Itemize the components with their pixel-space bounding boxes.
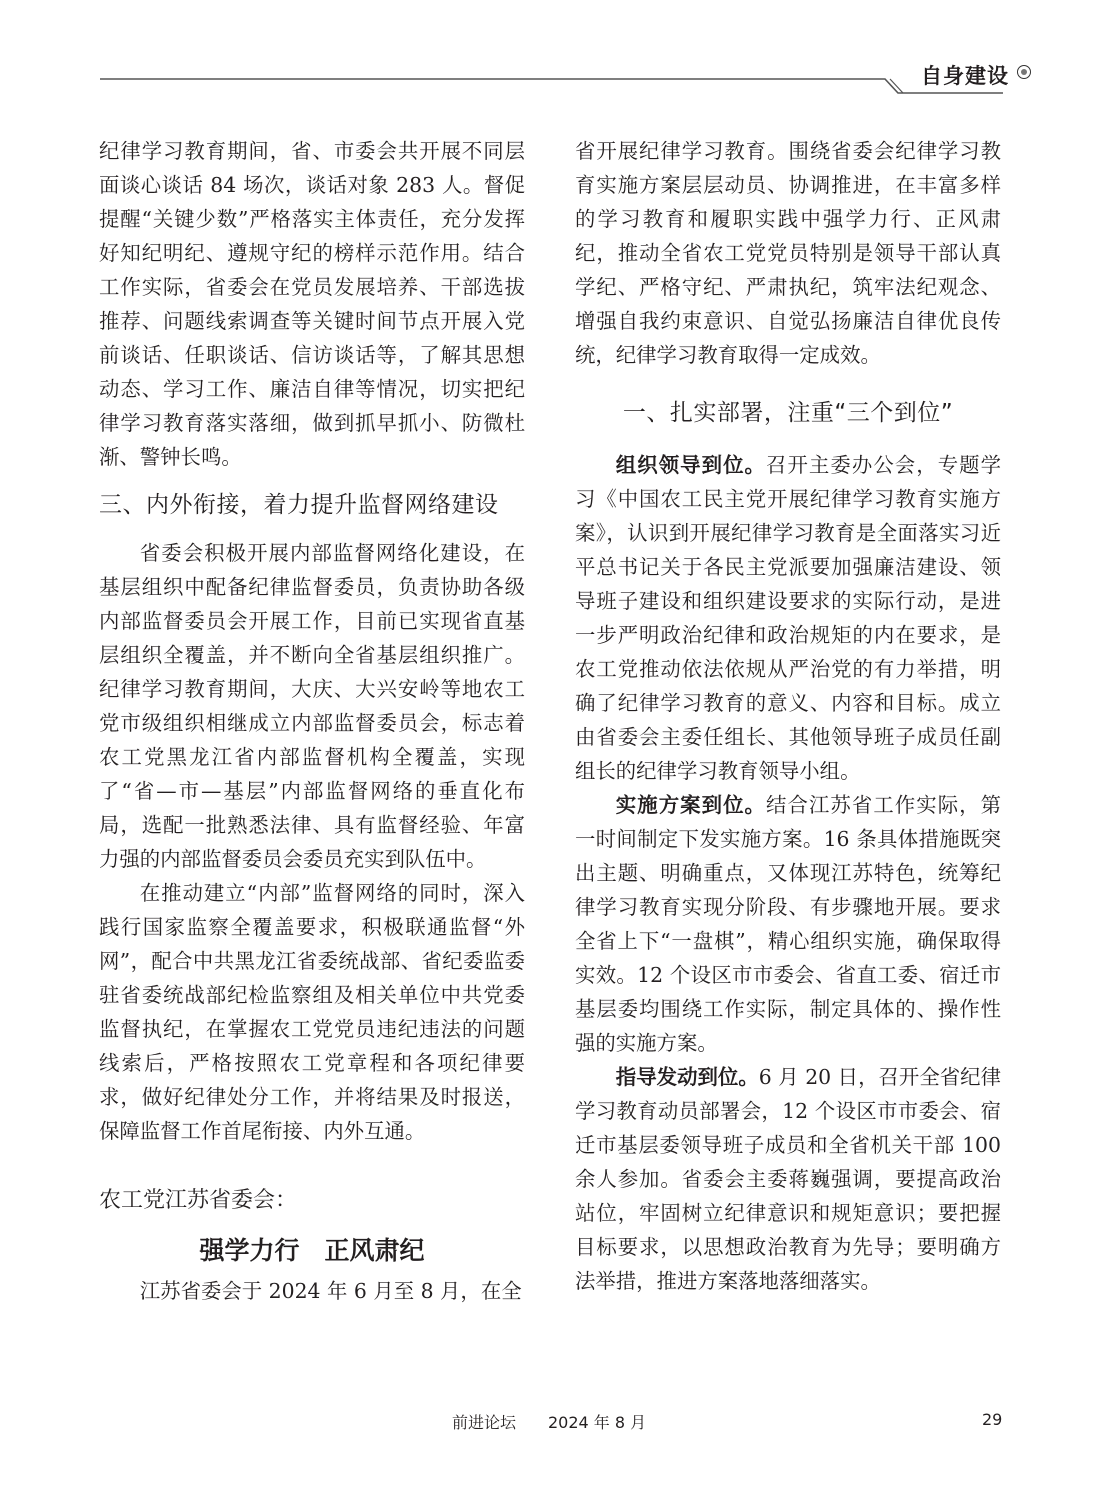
paragraph-organization-leadership xyxy=(575,448,1001,788)
section-label: 自身建设 xyxy=(921,63,1009,88)
right-column xyxy=(575,134,1001,1298)
organization-heading: 农工党江苏省委会： xyxy=(99,1188,298,1213)
paragraph: 江苏省委会于 2024 年 6 月至 8 月，在全 xyxy=(139,1279,522,1303)
paragraph: 省委会积极开展内部监督网络化建设，在基层组织中配备纪律监督委员，负责协助各级内部监督委员会开展工作，目前已实现省直基层组织全覆盖，并不断向全省基层组织推广。纪律学习教育期间，大庆、大兴安岭等地农工党市级组织相继成立内部监督委员会，标志着农工党黑龙江省内部监督机构全覆盖，实现了“省—市—基层”内部监督网络的垂直化布局，选配一批熟悉法律、具有监督经验、年富力强的内部监督委员会委员充实到队伍中。 xyxy=(99,541,525,871)
target-icon xyxy=(1017,65,1031,79)
lead-phrase: 指导发动到位。 xyxy=(615,1065,759,1089)
left-column xyxy=(99,134,525,1308)
paragraph: 省开展纪律学习教育。围绕省委会纪律学习教育实施方案层层动员、协调推进，在丰富多样的学习教育和履职实践中强学力行、正风肃纪，推动全省农工党党员特别是领导干部认真学纪、严格守纪、严肃执纪，筑牢法纪观念、增强自我约束意识、自觉弘扬廉洁自律优良传统，纪律学习教育取得一定成效。 xyxy=(575,139,1001,367)
article-title: 强学力行 正风肃纪 xyxy=(199,1236,425,1265)
paragraph-guidance-mobilization xyxy=(575,1060,1001,1298)
page-number: 29 xyxy=(982,1410,1003,1429)
magazine-name: 前进论坛 xyxy=(452,1413,517,1432)
issue-date: 2024 年 8 月 xyxy=(548,1413,647,1432)
paragraph-text: 6 月 20 日，召开全省纪律学习教育动员部署会，12 个设区市市委会、宿迁市基层委领导班子成员和全省机关干部 100 余人参加。省委会主委蒋巍强调，要提高政治站位，牢固树立纪律意识和规矩意识；要把握目标要求，以思想政治教育为先导；要明确方法举措，推进方案落地落细落实。 xyxy=(575,1065,1001,1293)
paragraph: 在推动建立“内部”监督网络的同时，深入践行国家监察全覆盖要求，积极联通监督“外网”，配合中共黑龙江省委统战部、省纪委监委驻省委统战部纪检监察组及相关单位中共党委监督执纪，在掌握农工党党员违纪违法的问题线索后，严格按照农工党章程和各项纪律要求，做好纪律处分工作，并将结果及时报送，保障监督工作首尾衔接、内外互通。 xyxy=(99,881,525,1143)
paragraph-implementation-plan xyxy=(575,788,1001,1060)
lead-phrase: 组织领导到位。 xyxy=(615,453,767,477)
paragraph: 纪律学习教育期间，省、市委会共开展不同层面谈心谈话 84 场次，谈话对象 283 人。督促提醒“关键少数”严格落实主体责任，充分发挥好知纪明纪、遵规守纪的榜样示范作用。结合工作实际，省委会在党员发展培养、干部选拔推荐、问题线索调查等关键时间节点开展入党前谈话、任职谈话、信访谈话等，了解其思想动态、学习工作、廉洁自律等情况，切实把纪律学习教育落实落细，做到抓早抓小、防微杜渐、警钟长鸣。 xyxy=(99,139,525,469)
section-heading-1: 一、扎实部署，注重“三个到位” xyxy=(622,400,954,426)
lead-phrase: 实施方案到位。 xyxy=(615,793,767,817)
paragraph-text: 结合江苏省工作实际，第一时间制定下发实施方案。16 条具体措施既突出主题、明确重点，又体现江苏特色，统筹纪律学习教育实现分阶段、有步骤地开展。要求全省上下“一盘棋”，精心组织实施，确保取得实效。12 个设区市市委会、省直工委、宿迁市基层委均围绕工作实际，制定具体的、操作性强的实施方案。 xyxy=(575,793,1002,1055)
section-heading-3: 三、内外衔接，着力提升监督网络建设 xyxy=(99,492,499,518)
paragraph-text: 召开主委办公会，专题学习《中国农工民主党开展纪律学习教育实施方案》，认识到开展纪律学习教育是全面落实习近平总书记关于各民主党派要加强廉洁建设、领导班子建设和组织建设要求的实际行动，是进一步严明政治纪律和政治规矩的内在要求，是农工党推动依法依规从严治党的有力举措，明确了纪律学习教育的意义、内容和目标。成立由省委会主委任组长、其他领导班子成员任副组长的纪律学习教育领导小组。 xyxy=(575,453,1002,783)
